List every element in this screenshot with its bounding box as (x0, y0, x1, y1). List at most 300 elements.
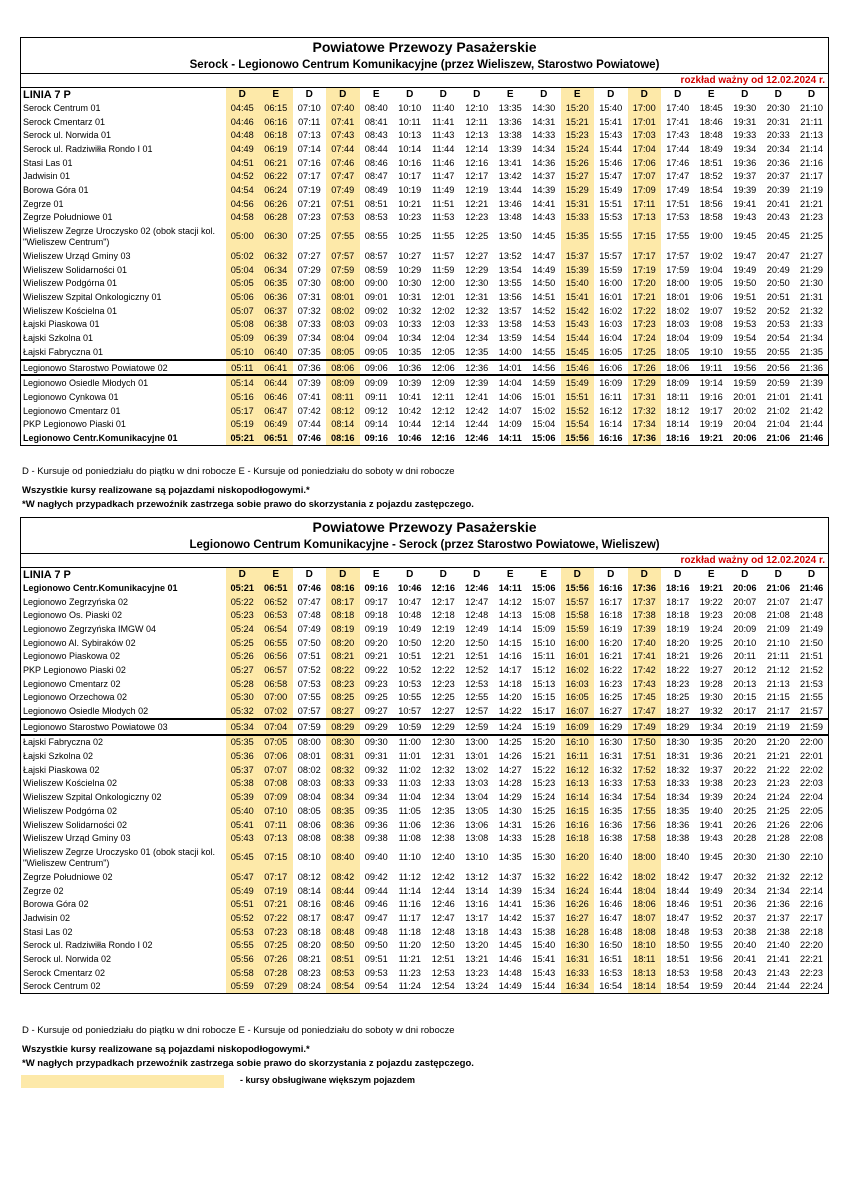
departure-time: 15:15 (532, 692, 556, 703)
departure-time: 19:45 (733, 231, 757, 242)
departure-time: 18:03 (666, 319, 690, 330)
departure-time: 05:32 (226, 704, 260, 719)
departure-time: 15:27 (561, 169, 595, 183)
departure-time: 18:54 (699, 184, 723, 195)
departure-time: 05:40 (226, 804, 260, 818)
departure-time: 11:40 (432, 102, 455, 113)
departure-time: 05:38 (226, 777, 260, 791)
departure-time: 08:02 (326, 304, 360, 318)
stop-name: Łajski Szkolna 02 (21, 749, 226, 763)
departure-time: 09:54 (360, 980, 394, 994)
departure-time: 11:59 (432, 264, 455, 275)
stop-row (21, 360, 829, 376)
departure-time: 06:51 (259, 431, 293, 445)
departure-time: 21:27 (795, 249, 829, 263)
departure-time: 06:57 (259, 663, 293, 677)
departure-time: 16:48 (599, 926, 623, 937)
departure-time: 09:01 (364, 292, 388, 303)
departure-time: 16:03 (561, 677, 595, 691)
departure-time: 12:09 (431, 378, 455, 389)
departure-time: 15:35 (561, 224, 595, 249)
departure-time: 08:40 (326, 845, 360, 870)
departure-time: 18:06 (628, 897, 662, 911)
departure-time: 19:26 (699, 651, 723, 662)
departure-time: 21:13 (766, 678, 790, 689)
departure-time: 15:23 (561, 128, 595, 142)
departure-time: 08:11 (326, 390, 360, 404)
departure-time: 12:50 (431, 940, 455, 951)
departure-time: 15:26 (532, 819, 556, 830)
day-code: D (594, 88, 628, 102)
departure-time: 08:03 (297, 778, 321, 789)
departure-time: 17:13 (628, 211, 662, 225)
departure-time: 16:28 (561, 925, 595, 939)
departure-time: 17:40 (666, 102, 690, 113)
departure-time: 08:04 (326, 331, 360, 345)
departure-time: 12:52 (465, 664, 489, 675)
stop-row (21, 649, 829, 663)
departure-time: 07:59 (293, 719, 327, 735)
departure-time: 07:15 (259, 845, 293, 870)
departure-time: 06:21 (259, 156, 293, 170)
stop-name: Legionowo Osiedle Młodych 01 (21, 375, 226, 390)
departure-time: 18:30 (666, 737, 690, 748)
departure-time: 08:41 (364, 116, 388, 127)
departure-time: 11:00 (398, 737, 421, 748)
stop-name: Wieliszew Solidarności 02 (21, 818, 226, 832)
departure-time: 08:59 (364, 264, 388, 275)
departure-time: 05:07 (226, 304, 260, 318)
departure-time: 05:24 (226, 622, 260, 636)
departure-time: 19:38 (699, 778, 723, 789)
departure-time: 08:16 (326, 581, 360, 595)
departure-time: 20:40 (733, 940, 757, 951)
departure-time: 15:21 (561, 115, 595, 129)
departure-time: 21:36 (766, 899, 790, 910)
departure-time: 15:53 (599, 212, 623, 223)
stop-row (21, 263, 829, 277)
departure-time: 21:30 (795, 277, 829, 291)
departure-time: 04:45 (226, 101, 260, 115)
departure-time: 18:16 (666, 582, 690, 593)
departure-time: 09:18 (364, 610, 388, 621)
departure-time: 19:24 (699, 623, 723, 634)
departure-time: 10:47 (398, 596, 422, 607)
stop-row (21, 581, 829, 595)
departure-time: 07:44 (297, 419, 321, 430)
departure-time: 12:39 (465, 378, 489, 389)
departure-time: 08:44 (364, 143, 388, 154)
departure-time: 08:17 (297, 912, 321, 923)
departure-time: 16:42 (599, 871, 623, 882)
departure-time: 06:36 (259, 290, 293, 304)
departure-time: 05:21 (226, 431, 260, 445)
departure-time: 09:21 (364, 651, 388, 662)
departure-time: 18:14 (628, 980, 662, 994)
departure-time: 21:28 (766, 833, 790, 844)
departure-time: 09:32 (364, 764, 388, 775)
departure-time: 15:56 (561, 581, 595, 595)
stop-name: Łajski Fabryczna 02 (21, 735, 226, 750)
departure-time: 17:49 (666, 184, 690, 195)
departure-time: 06:16 (259, 115, 293, 129)
departure-time: 14:33 (498, 833, 522, 844)
departure-time: 08:14 (297, 885, 321, 896)
departure-time: 21:24 (766, 792, 790, 803)
departure-time: 16:16 (561, 818, 595, 832)
departure-time: 14:14 (498, 623, 522, 634)
departure-time: 10:31 (398, 292, 422, 303)
day-code: D (795, 568, 829, 582)
departure-time: 10:55 (398, 692, 422, 703)
departure-time: 11:57 (432, 251, 455, 262)
departure-time: 21:46 (795, 581, 829, 595)
stop-name: Stasi Las 01 (21, 156, 226, 170)
departure-time: 16:35 (599, 805, 623, 816)
departure-time: 09:53 (364, 967, 388, 978)
stop-row (21, 277, 829, 291)
departure-time: 21:19 (795, 183, 829, 197)
departure-time: 15:58 (561, 608, 595, 622)
departure-time: 05:23 (226, 608, 260, 622)
departure-time: 12:30 (465, 278, 489, 289)
departure-time: 06:55 (259, 636, 293, 650)
departure-time: 16:27 (594, 704, 628, 719)
departure-time: 16:10 (561, 735, 595, 750)
departure-time: 18:11 (666, 391, 689, 402)
departure-time: 10:57 (393, 704, 427, 719)
departure-time: 09:35 (364, 805, 388, 816)
departure-time: 09:17 (364, 596, 388, 607)
departure-time: 20:30 (766, 102, 790, 113)
departure-time: 14:39 (498, 885, 522, 896)
departure-time: 19:36 (699, 751, 723, 762)
departure-time: 22:01 (795, 749, 829, 763)
stop-row (21, 925, 829, 939)
departure-time: 07:43 (326, 128, 360, 142)
departure-time: 13:01 (465, 751, 489, 762)
departure-time: 11:53 (432, 212, 455, 223)
departure-time: 14:11 (498, 582, 522, 593)
departure-time: 19:25 (699, 637, 723, 648)
departure-time: 22:20 (795, 939, 829, 953)
departure-time: 12:05 (427, 345, 461, 360)
departure-time: 18:06 (661, 360, 695, 376)
departure-time: 12:16 (427, 431, 461, 445)
stop-row (21, 595, 829, 609)
departure-time: 14:41 (498, 899, 522, 910)
departure-time: 07:27 (297, 251, 321, 262)
departure-time: 20:36 (766, 157, 790, 168)
departure-time: 14:06 (498, 391, 522, 402)
departure-time: 14:07 (498, 405, 522, 416)
departure-time: 16:34 (561, 980, 595, 994)
departure-time: 19:00 (699, 231, 723, 242)
departure-time: 05:08 (226, 318, 260, 332)
departure-time: 21:15 (766, 692, 790, 703)
departure-time: 20:34 (766, 143, 790, 154)
route-title: Serock - Legionowo Centrum Komunikacyjne (przez Wieliszew, Starostwo Powiatowe) (21, 56, 829, 74)
departure-time: 15:52 (561, 404, 595, 418)
departure-time: 08:55 (364, 231, 388, 242)
departure-time: 10:52 (398, 664, 422, 675)
departure-time: 13:20 (465, 940, 489, 951)
departure-time: 18:07 (628, 911, 662, 925)
departure-time: 09:02 (364, 305, 388, 316)
departure-time: 12:17 (431, 596, 455, 607)
departure-time: 16:16 (594, 431, 628, 445)
departure-time: 07:48 (297, 610, 321, 621)
departure-time: 19:09 (699, 333, 723, 344)
departure-time: 04:56 (226, 197, 260, 211)
departure-time: 11:47 (432, 171, 455, 182)
departure-time: 17:36 (628, 581, 662, 595)
day-code: E (527, 568, 561, 582)
departure-time: 14:09 (498, 419, 522, 430)
departure-time: 10:53 (398, 678, 422, 689)
departure-time: 07:21 (259, 897, 293, 911)
departure-time: 05:21 (226, 581, 260, 595)
departure-time: 20:24 (733, 792, 757, 803)
departure-time: 04:48 (226, 128, 260, 142)
stop-name: Legionowo Piaskowa 02 (21, 649, 226, 663)
departure-time: 15:06 (527, 431, 561, 445)
departure-time: 16:09 (561, 719, 595, 735)
departure-time: 11:03 (398, 778, 421, 789)
departure-time: 19:34 (695, 719, 729, 735)
departure-time: 08:03 (326, 318, 360, 332)
departure-time: 06:37 (259, 304, 293, 318)
departure-time: 18:02 (628, 870, 662, 884)
departure-time: 13:17 (465, 912, 489, 923)
departure-time: 06:58 (259, 677, 293, 691)
departure-time: 20:34 (733, 885, 757, 896)
departure-time: 15:41 (532, 954, 556, 965)
departure-time: 11:08 (398, 833, 421, 844)
departure-time: 20:25 (733, 805, 757, 816)
departure-time: 17:00 (628, 101, 662, 115)
departure-time: 07:09 (259, 790, 293, 804)
departure-time: 07:57 (293, 704, 327, 719)
departure-time: 09:20 (364, 637, 388, 648)
stop-row (21, 777, 829, 791)
departure-time: 14:28 (498, 778, 522, 789)
departure-time: 08:05 (297, 805, 321, 816)
departure-time: 11:44 (432, 143, 455, 154)
stop-row (21, 884, 829, 898)
departure-time: 04:49 (226, 142, 260, 156)
departure-time: 07:39 (297, 378, 321, 389)
departure-time: 12:36 (431, 819, 455, 830)
departure-time: 09:31 (364, 751, 388, 762)
departure-time: 09:19 (364, 623, 388, 634)
stop-row (21, 636, 829, 650)
departure-time: 20:26 (733, 819, 757, 830)
departure-time: 14:30 (498, 805, 522, 816)
departure-time: 15:12 (532, 664, 556, 675)
departure-time: 15:19 (527, 719, 561, 735)
departure-time: 12:44 (465, 419, 489, 430)
departure-time: 10:19 (398, 184, 422, 195)
departure-time: 08:50 (326, 939, 360, 953)
timetable-legionowo-serock (20, 517, 829, 994)
departure-time: 16:47 (599, 912, 623, 923)
departure-time: 08:20 (326, 636, 360, 650)
departure-time: 15:43 (532, 967, 556, 978)
departure-time: 20:30 (733, 852, 757, 863)
stop-row (21, 156, 829, 170)
departure-time: 06:52 (259, 595, 293, 609)
departure-time: 06:49 (259, 417, 293, 431)
departure-time: 13:38 (498, 130, 522, 141)
departure-time: 10:11 (398, 116, 421, 127)
departure-time: 19:34 (733, 143, 757, 154)
departure-time: 20:41 (733, 954, 757, 965)
departure-time: 11:20 (398, 940, 421, 951)
departure-time: 14:43 (498, 926, 522, 937)
departure-time: 11:17 (398, 912, 421, 923)
departure-time: 21:34 (795, 331, 829, 345)
stop-name: Wieliszew Kościelna 01 (21, 304, 226, 318)
departure-time: 10:59 (393, 719, 427, 735)
departure-time: 07:49 (297, 623, 321, 634)
departure-time: 12:20 (431, 637, 455, 648)
departure-time: 14:04 (498, 378, 522, 389)
departure-time: 20:23 (733, 778, 757, 789)
departure-time: 18:46 (699, 116, 723, 127)
departure-time: 21:11 (767, 651, 790, 662)
departure-time: 17:41 (628, 649, 662, 663)
departure-time: 13:58 (498, 319, 522, 330)
stop-name: Legionowo Zegrzyńska 02 (21, 595, 226, 609)
departure-time: 07:25 (297, 231, 321, 242)
departure-time: 14:45 (498, 940, 522, 951)
departure-time: 06:46 (259, 390, 293, 404)
departure-time: 05:26 (226, 649, 260, 663)
departure-time: 20:49 (766, 264, 790, 275)
departure-time: 12:17 (465, 171, 489, 182)
departure-time: 21:44 (762, 980, 796, 994)
departure-time: 04:58 (226, 211, 260, 225)
departure-time: 16:11 (561, 749, 595, 763)
departure-time: 21:32 (795, 304, 829, 318)
departure-time: 20:13 (733, 678, 757, 689)
departure-time: 13:08 (465, 833, 489, 844)
departure-time: 20:41 (766, 198, 790, 209)
departure-time: 21:57 (795, 704, 829, 719)
departure-time: 11:55 (432, 231, 455, 242)
departure-time: 06:47 (259, 404, 293, 418)
departure-time: 12:38 (431, 833, 455, 844)
departure-time: 18:00 (628, 845, 662, 870)
departure-time: 05:22 (226, 595, 260, 609)
departure-time: 07:55 (326, 224, 360, 249)
departure-time: 21:21 (766, 751, 790, 762)
departure-time: 18:08 (628, 925, 662, 939)
departure-time: 07:47 (326, 169, 360, 183)
departure-time: 22:16 (795, 897, 829, 911)
departure-time: 20:50 (766, 278, 790, 289)
operator-title: Powiatowe Przewozy Pasażerskie (21, 38, 829, 57)
departure-time: 13:36 (498, 116, 522, 127)
stop-row (21, 249, 829, 263)
departure-time: 08:29 (326, 719, 360, 735)
departure-time: 20:52 (766, 305, 790, 316)
departure-time: 19:04 (699, 264, 723, 275)
departure-time: 05:06 (226, 290, 260, 304)
departure-time: 13:41 (498, 157, 522, 168)
departure-time: 15:24 (532, 792, 556, 803)
departure-time: 20:12 (733, 664, 757, 675)
departure-time: 12:50 (465, 637, 489, 648)
day-code: D (326, 88, 360, 102)
departure-time: 11:24 (393, 980, 427, 994)
departure-time: 16:46 (599, 899, 623, 910)
departure-time: 21:13 (795, 128, 829, 142)
departure-time: 12:54 (427, 980, 461, 994)
stop-row (21, 845, 829, 870)
departure-time: 09:27 (360, 704, 394, 719)
departure-time: 13:59 (498, 333, 522, 344)
departure-time: 12:33 (431, 778, 455, 789)
departure-time: 07:00 (259, 691, 293, 705)
departure-time: 06:35 (259, 277, 293, 291)
departure-time: 20:06 (728, 431, 762, 445)
departure-time: 19:10 (695, 345, 729, 360)
departure-time: 15:25 (532, 805, 556, 816)
departure-time: 14:00 (494, 345, 528, 360)
departure-time: 10:33 (398, 319, 422, 330)
departure-time: 19:55 (728, 345, 762, 360)
departure-time: 14:50 (532, 278, 556, 289)
departure-time: 16:34 (599, 792, 623, 803)
departure-time: 16:33 (561, 966, 595, 980)
departure-time: 11:04 (398, 792, 421, 803)
departure-time: 18:20 (666, 637, 690, 648)
departure-time: 15:24 (561, 142, 595, 156)
departure-time: 15:37 (532, 912, 556, 923)
departure-time: 12:16 (465, 157, 489, 168)
departure-time: 15:37 (561, 249, 595, 263)
departure-time: 20:43 (733, 967, 757, 978)
stop-row (21, 169, 829, 183)
departure-time: 14:29 (498, 792, 522, 803)
departure-time: 13:02 (465, 764, 489, 775)
departure-time: 12:19 (465, 184, 489, 195)
departure-time: 12:25 (431, 692, 455, 703)
departure-time: 09:40 (364, 852, 388, 863)
departure-time: 19:56 (728, 360, 762, 376)
departure-time: 07:42 (297, 405, 321, 416)
departure-time: 17:42 (628, 663, 662, 677)
departure-time: 21:19 (762, 719, 796, 735)
departure-time: 17:34 (628, 417, 662, 431)
validity-row (21, 554, 829, 568)
departure-time: 21:01 (766, 391, 790, 402)
departure-time: 14:45 (532, 231, 556, 242)
note-replacement-vehicle: *W nagłych przypadkach przewoźnik zastrzega sobie prawo do skorzystania z pojazdu zastępczego. (22, 1058, 474, 1069)
departure-time: 14:11 (494, 431, 528, 445)
departure-time: 21:06 (762, 431, 796, 445)
stop-row (21, 304, 829, 318)
departure-time: 17:03 (628, 128, 662, 142)
departure-time: 08:02 (297, 764, 321, 775)
departure-time: 19:50 (733, 278, 757, 289)
departure-time: 18:17 (666, 596, 690, 607)
departure-time: 15:59 (599, 264, 623, 275)
stop-name: Legionowo Cmentarz 01 (21, 404, 226, 418)
departure-time: 21:11 (795, 115, 829, 129)
